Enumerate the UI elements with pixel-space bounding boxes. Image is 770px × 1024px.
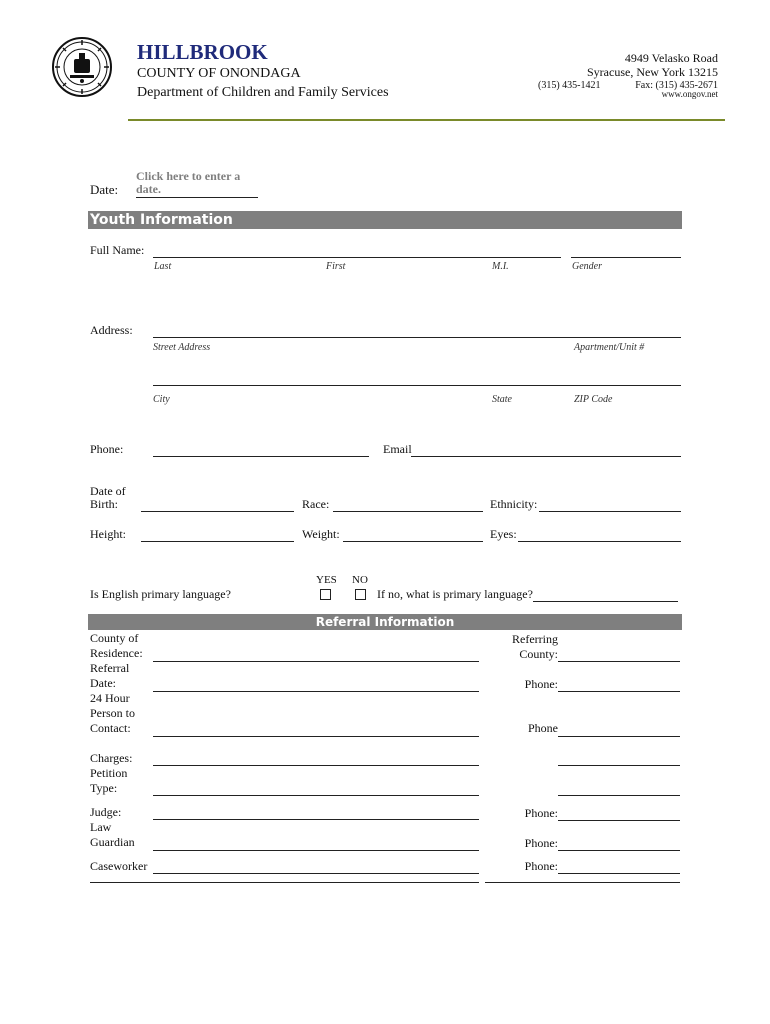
address-line-2: Syracuse, New York 13215 [587,65,718,79]
youth-section-header [88,211,682,229]
address-line-1: 4949 Velasko Road [624,51,718,65]
contact-label-3: Contact: [90,721,131,735]
law-guardian-phone-input[interactable] [558,836,680,851]
header-phone: (315) 435-1421 [538,80,601,91]
date-placeholder-line-2: date. [136,182,161,196]
county-seal-icon [52,37,112,97]
first-name-caption: First [326,261,346,272]
apartment-caption: Apartment/Unit # [574,342,645,353]
referral-date-label-2: Date: [90,676,116,690]
law-guardian-label-1: Law [90,820,112,834]
referral-section-title: Referral Information [315,615,455,629]
caseworker-phone-input[interactable] [558,859,680,874]
petition-type-label-1: Petition [90,766,128,780]
ethnicity-label: Ethnicity: [490,497,538,511]
caseworker-phone-label: Phone: [524,859,558,873]
judge-label: Judge: [90,805,122,819]
yes-checkbox[interactable] [320,589,331,600]
city-state-zip-input[interactable] [153,371,681,386]
race-input[interactable] [333,497,483,512]
no-label: NO [352,574,368,586]
law-guardian-label-2: Guardian [90,835,135,849]
race-label: Race: [302,497,330,511]
referral-date-input[interactable] [153,677,479,692]
county-of-residence-label-2: Residence: [90,646,143,660]
county-of-residence-label-1: County of [90,631,139,645]
email-label: Email [383,442,412,456]
judge-input[interactable] [153,805,479,820]
dob-label-line-1: Date of [90,484,126,498]
gender-caption: Gender [572,261,602,272]
height-label: Height: [90,527,126,541]
charges-extra-input[interactable] [558,751,680,766]
referral-phone-input[interactable] [558,677,680,692]
header-fax: Fax: (315) 435-2671 [635,80,718,91]
eyes-input[interactable] [518,527,681,542]
petition-type-label-2: Type: [90,781,118,795]
date-picker[interactable] [136,170,258,198]
date-label: Date: [90,182,119,197]
full-name-input[interactable] [153,243,561,258]
contact-phone-input[interactable] [558,722,680,737]
ethnicity-input[interactable] [539,497,681,512]
county-of-residence-input[interactable] [153,647,479,662]
caseworker-label: Caseworker [90,859,148,873]
yes-label: YES [316,574,337,586]
city-caption: City [153,394,170,405]
date-placeholder-line-1: Click here to enter a [136,169,241,183]
phone-label: Phone: [90,442,124,456]
english-question: Is English primary language? [90,587,231,601]
referral-date-label-1: Referral [90,661,130,675]
caseworker-input[interactable] [153,859,479,874]
county-name: COUNTY OF ONONDAGA [137,66,301,81]
department-name: Department of Children and Family Services [137,85,389,100]
contact-phone-label: Phone [528,721,558,735]
petition-extra-input[interactable] [558,781,680,796]
referral-section-header [88,614,682,630]
phone-input[interactable] [153,442,369,457]
email-input[interactable] [411,442,681,457]
street-address-input[interactable] [153,323,681,338]
last-name-caption: Last [154,261,172,272]
state-caption: State [492,394,512,405]
dob-label-line-2: Birth: [90,497,119,511]
primary-language-input[interactable] [533,587,678,602]
street-address-caption: Street Address [153,342,211,353]
zip-caption: ZIP Code [574,394,613,405]
header-divider [128,119,725,121]
if-no-label: If no, what is primary language? [377,587,533,601]
header-website: www.ongov.net [661,89,718,99]
judge-phone-input[interactable] [558,806,680,821]
gender-input[interactable] [571,243,681,258]
weight-label: Weight: [302,527,340,541]
org-name: HILLBROOK [137,40,268,64]
youth-section-title: Youth Information [90,212,233,228]
contact-label-1: 24 Hour [90,691,130,705]
dob-input[interactable] [141,497,294,512]
full-name-label: Full Name: [90,243,145,257]
contact-label-2: Person to [90,706,135,720]
form-bottom-rule-left [90,882,479,883]
law-guardian-input[interactable] [153,836,479,851]
judge-phone-label: Phone: [524,806,558,820]
middle-initial-caption: M.I. [492,261,509,272]
referring-county-label-2: County: [519,647,558,661]
address-label: Address: [90,323,133,337]
form-bottom-rule-right [485,882,680,883]
law-guardian-phone-label: Phone: [524,836,558,850]
charges-label: Charges: [90,751,133,765]
contact-input[interactable] [153,722,479,737]
charges-input[interactable] [153,751,479,766]
referral-phone-label: Phone: [524,677,558,691]
referring-county-input[interactable] [558,647,680,662]
weight-input[interactable] [343,527,483,542]
eyes-label: Eyes: [490,527,517,541]
height-input[interactable] [141,527,294,542]
petition-type-input[interactable] [153,781,479,796]
referring-county-label-1: Referring [512,632,558,646]
no-checkbox[interactable] [355,589,366,600]
